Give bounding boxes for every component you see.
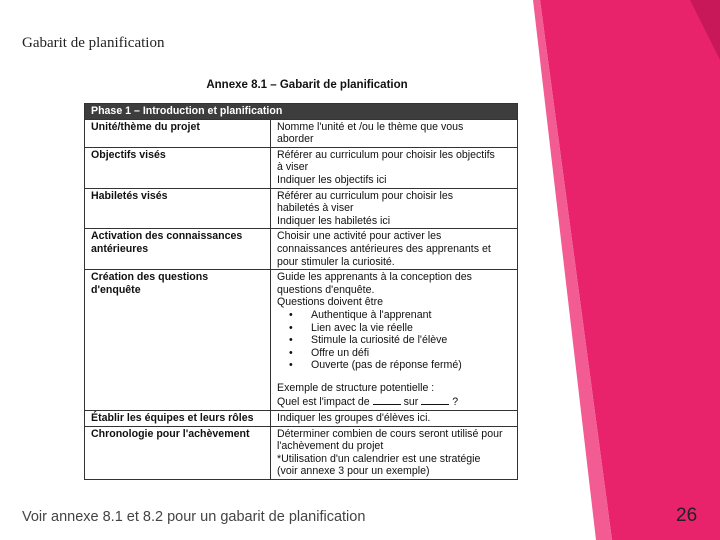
table-row: [85, 188, 518, 229]
row-label-line: antérieures: [91, 242, 149, 255]
example-suffix: ?: [452, 396, 459, 409]
planning-template-table: [84, 103, 518, 480]
row-label-line: d'enquête: [91, 283, 141, 296]
list-item: • Authentique à l'apprenant: [311, 309, 513, 322]
row-text-line: à viser: [277, 161, 309, 174]
slide-title: Gabarit de planification: [22, 35, 165, 51]
row-text-line: habiletés à viser: [277, 202, 354, 215]
slide-caption: Voir annexe 8.1 et 8.2 pour un gabarit de planification: [22, 509, 366, 525]
table-row: [85, 147, 518, 188]
row-label: Chronologie pour l'achèvement: [85, 426, 271, 479]
row-content: [271, 147, 518, 188]
row-text-line: Guide les apprenants à la conception des: [277, 271, 472, 284]
example-question: [277, 394, 513, 409]
row-text-line: Indiquer les objectifs ici: [277, 173, 387, 186]
row-text-line: connaissances antérieures des apprenants et: [277, 242, 491, 255]
table-row: [85, 119, 518, 147]
row-text-line: *Utilisation d'un calendrier est une stratégie: [277, 452, 481, 465]
annex-title: Annexe 8.1 – Gabarit de planification: [206, 79, 408, 91]
table-row: [85, 411, 518, 427]
criteria-list: [277, 309, 513, 372]
row-text-line: aborder: [277, 133, 314, 146]
row-text-line: questions d'enquête.: [277, 283, 375, 296]
row-label: Objectifs visés: [85, 147, 271, 188]
list-item: • Stimule la curiosité de l'élève: [311, 334, 513, 347]
row-text-line: Choisir une activité pour activer les: [277, 230, 442, 243]
row-label-line: Création des questions: [91, 271, 209, 284]
page-number: 26: [676, 505, 698, 526]
row-label-line: Activation des connaissances: [91, 230, 243, 243]
row-text-line: l'achèvement du projet: [277, 440, 384, 453]
row-text-line: Déterminer combien de cours seront utilisé pour: [277, 427, 503, 440]
example-label: Exemple de structure potentielle :: [277, 381, 435, 394]
row-text-line: Questions doivent être: [277, 296, 383, 309]
table-row: [85, 270, 518, 411]
table-row: [85, 229, 518, 270]
blank-line: [373, 394, 401, 405]
example-mid: sur: [403, 396, 419, 409]
row-text-line: Indiquer les groupes d'élèves ici.: [277, 412, 431, 425]
list-item: • Lien avec la vie réelle: [311, 322, 513, 335]
row-label: [85, 229, 271, 270]
phase-header-row: [85, 104, 518, 120]
annex-document-image: [84, 73, 520, 493]
row-label: Unité/thème du projet: [85, 119, 271, 147]
phase-header: Phase 1 – Introduction et planification: [85, 104, 518, 120]
blank-line: [421, 394, 449, 405]
row-text-line: Référer au curriculum pour choisir les: [277, 189, 454, 202]
row-text-line: (voir annexe 3 pour un exemple): [277, 465, 430, 478]
row-label: Établir les équipes et leurs rôles: [85, 411, 271, 427]
spacer: [277, 372, 513, 382]
row-content: [271, 411, 518, 427]
row-text-line: Nomme l'unité et /ou le thème que vous: [277, 120, 464, 133]
row-content: [271, 270, 518, 411]
row-text-line: Référer au curriculum pour choisir les objectifs: [277, 148, 495, 161]
row-content: [271, 426, 518, 479]
table-row: [85, 426, 518, 479]
example-prefix: Quel est l'impact de: [277, 396, 370, 409]
row-label: Habiletés visés: [85, 188, 271, 229]
row-content: [271, 119, 518, 147]
row-content: [271, 229, 518, 270]
row-text-line: Indiquer les habiletés ici: [277, 214, 391, 227]
row-text-line: pour stimuler la curiosité.: [277, 255, 395, 268]
list-item: • Ouverte (pas de réponse fermé): [311, 359, 513, 372]
row-content: [271, 188, 518, 229]
list-item: • Offre un défi: [311, 347, 513, 360]
row-label: [85, 270, 271, 411]
